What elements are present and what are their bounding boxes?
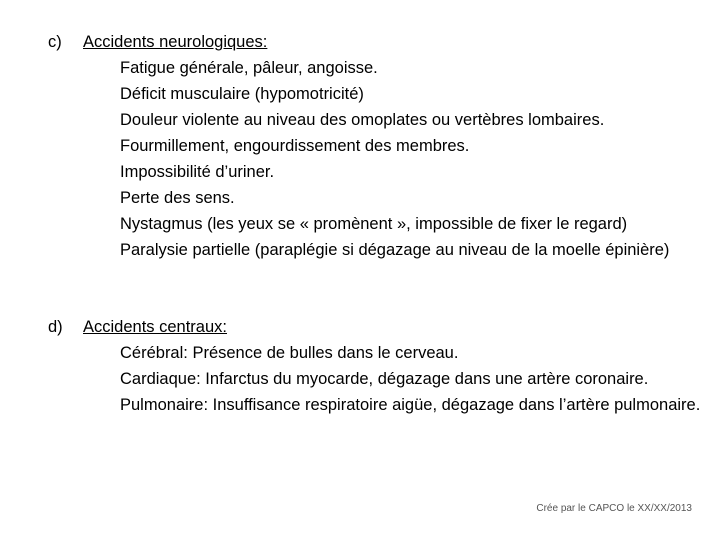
section-neurological-accidents xyxy=(48,29,708,263)
list-item: Perte des sens. xyxy=(120,189,235,207)
section-heading: Accidents centraux: xyxy=(83,318,227,336)
list-item: Nystagmus (les yeux se « promènent », impossible de fixer le regard) xyxy=(120,215,628,233)
list-item: Pulmonaire: Insuffisance respiratoire aigüe, dégazage dans l’artère pulmonaire. xyxy=(120,396,701,414)
list-item: Paralysie partielle (paraplégie si dégazage au niveau de la moelle épinière) xyxy=(120,241,670,259)
list-item: Déficit musculaire (hypomotricité) xyxy=(120,85,364,103)
section-heading: Accidents neurologiques: xyxy=(83,33,268,51)
list-item: Cérébral: Présence de bulles dans le cerveau. xyxy=(120,344,459,362)
section-heading-line xyxy=(48,314,708,340)
section-marker: d) xyxy=(48,318,63,336)
list-item: Cardiaque: Infarctus du myocarde, dégazage dans une artère coronaire. xyxy=(120,370,649,388)
list-item: Impossibilité d’uriner. xyxy=(120,163,275,181)
list-item: Fatigue générale, pâleur, angoisse. xyxy=(120,59,378,77)
list-item: Fourmillement, engourdissement des membres. xyxy=(120,137,470,155)
footer-credit: Crée par le CAPCO le XX/XX/2013 xyxy=(536,503,692,514)
section-heading-line xyxy=(48,29,708,55)
section-central-accidents xyxy=(48,314,708,418)
list-item: Douleur violente au niveau des omoplates ou vertèbres lombaires. xyxy=(120,111,605,129)
section-marker: c) xyxy=(48,33,62,51)
